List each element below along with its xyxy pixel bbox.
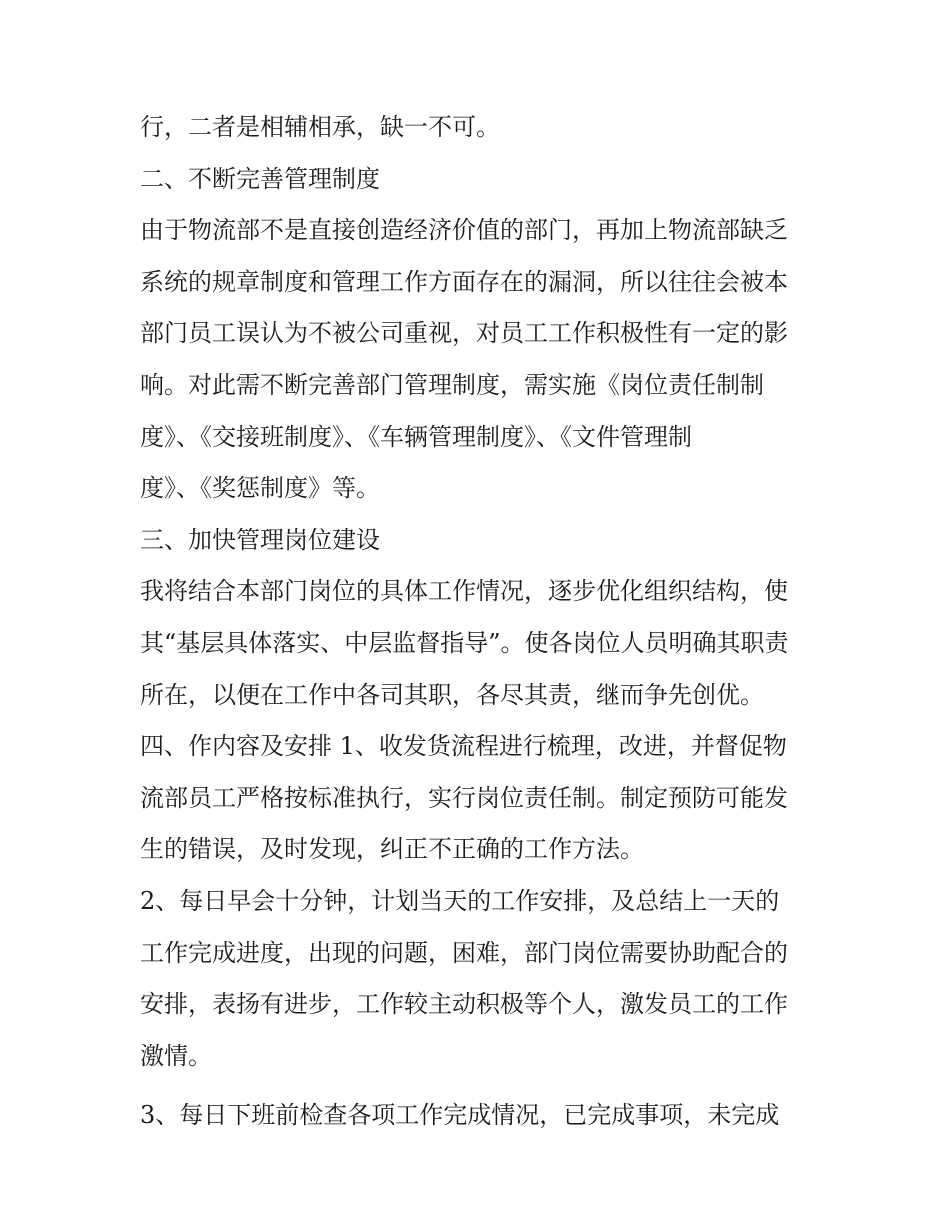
text-line-18: 安排，表扬有进步，工作较主动积极等个人，激发员工的工作 [140,990,788,1019]
text-line-10: 我将结合本部门岗位的具体工作情况，逐步优化组织结构，使 [140,577,788,606]
text-line-3: 由于物流部不是直接创造经济价值的部门，再加上物流部缺乏 [140,216,788,245]
section-heading-3: 三、加快管理岗位建设 [140,525,380,554]
text-line-15: 生的错误，及时发现，纠正不正确的工作方法。 [140,835,644,864]
text-line-14: 流部员工严格按标准执行，实行岗位责任制。制定预防可能发 [140,783,788,812]
text-line-4: 系统的规章制度和管理工作方面存在的漏洞，所以往往会被本 [140,267,788,296]
list-item-3: 3、每日下班前检查各项工作完成情况，已完成事项，未完成 [140,1101,780,1130]
text-line-5: 部门员工误认为不被公司重视，对员工工作积极性有一定的影 [140,319,788,348]
text-line-19: 激情。 [140,1041,212,1070]
text-line-11: 其“基层具体落实、中层监督指导”。使各岗位人员明确其职责 [140,628,789,657]
text-line-12: 所在，以便在工作中各司其职，各尽其责，继而争先创优。 [140,680,764,709]
text-line-7: 度》、《交接班制度》、《车辆管理制度》、《文件管理制 [140,422,692,451]
document-body [140,102,820,1142]
section-heading-4: 四、作内容及安排 1、收发货流程进行梳理，改进，并督促物 [140,732,787,761]
list-item-2: 2、每日早会十分钟，计划当天的工作安排，及总结上一天的 [140,886,780,915]
text-line-6: 响。对此需不断完善部门管理制度，需实施《岗位责任制制 [140,370,764,399]
text-line-1: 行，二者是相辅相承，缺一不可。 [140,113,500,141]
text-line-17: 工作完成进度，出现的问题，困难，部门岗位需要协助配合的 [140,938,788,967]
paragraph-gap [140,1082,820,1090]
section-heading-2: 二、不断完善管理制度 [140,164,380,193]
text-line-8: 度》、《奖惩制度》等。 [140,474,380,503]
